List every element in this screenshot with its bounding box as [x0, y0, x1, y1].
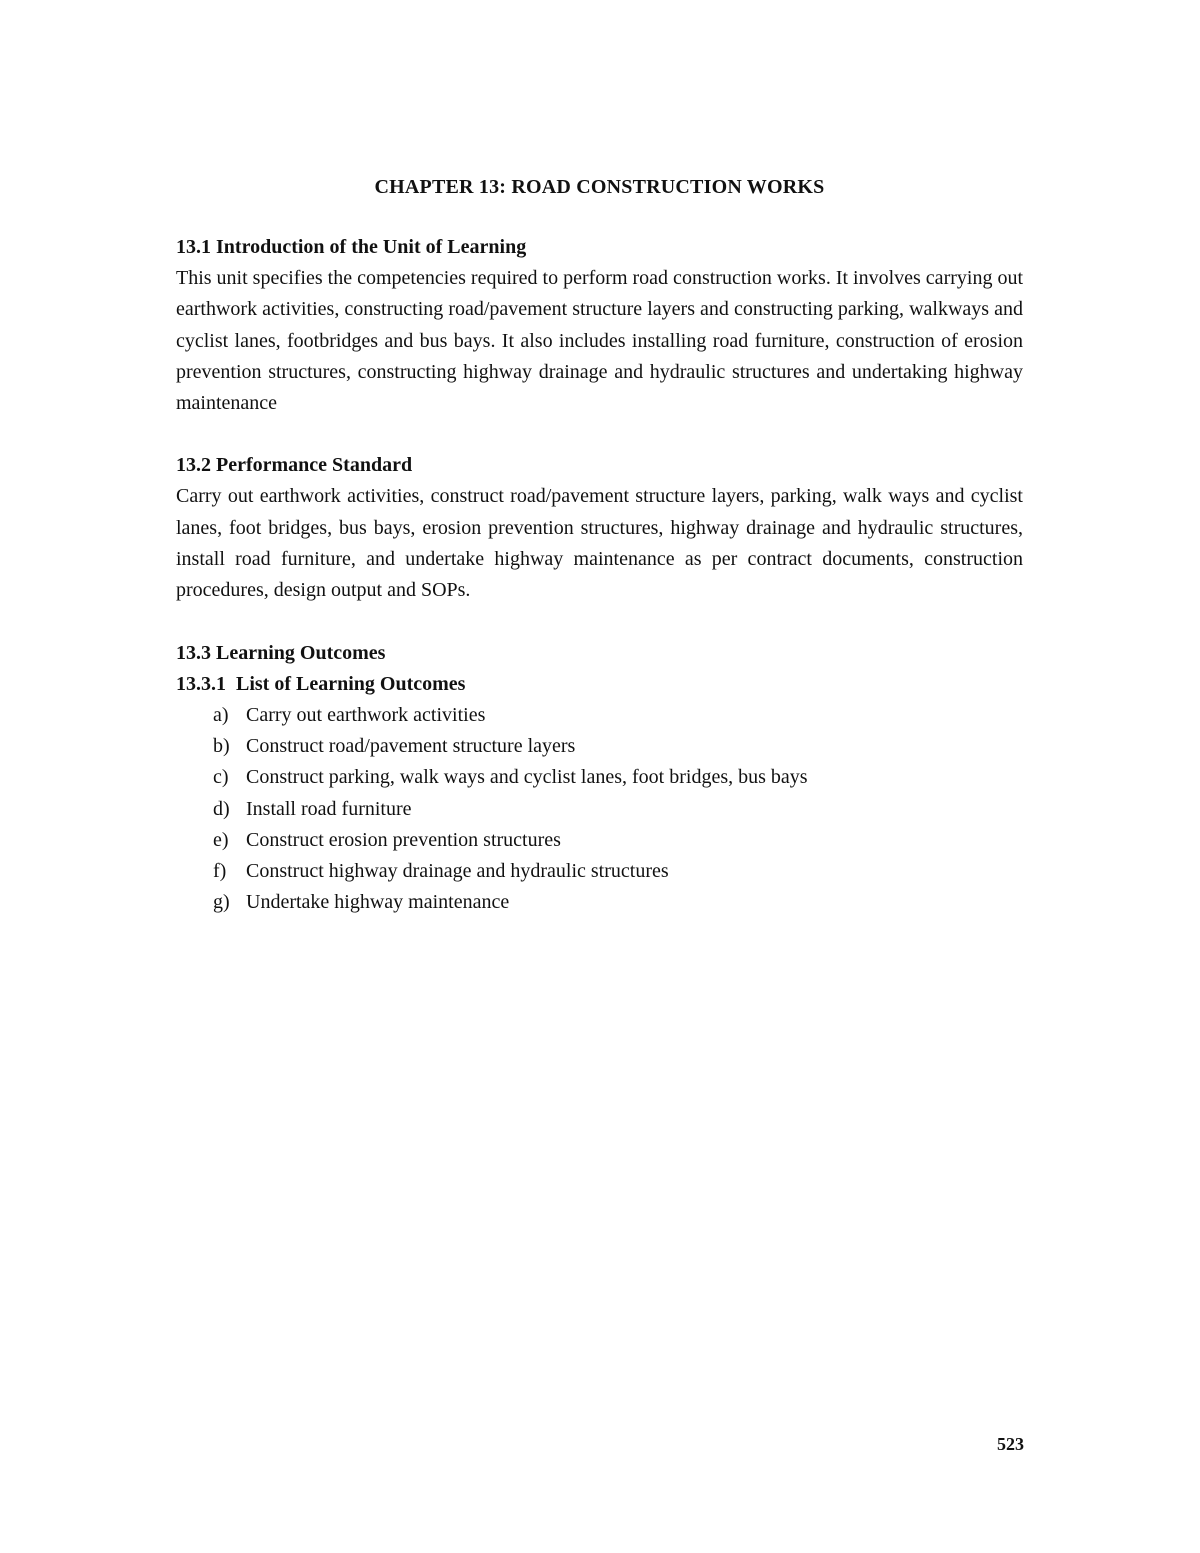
list-item-letter: g) [213, 891, 230, 914]
chapter-title: CHAPTER 13: ROAD CONSTRUCTION WORKS [374, 176, 825, 198]
subsection-heading-list-of-outcomes: 13.3.1 List of Learning Outcomes [176, 672, 466, 695]
list-item-letter: d) [213, 797, 230, 820]
list-item-letter: a) [213, 703, 229, 726]
list-item-text: Construct road/pavement structure layers [246, 734, 576, 757]
list-item-text: Construct parking, walk ways and cyclist lanes, foot bridges, bus bays [246, 766, 808, 789]
list-item [213, 825, 1023, 856]
section-heading-learning-outcomes: 13.3 Learning Outcomes [176, 641, 386, 664]
list-item-text: Install road furniture [246, 797, 412, 820]
section-text-performance-standard: Carry out earthwork activities, construct road/pavement structure layers, parking, walk ways and cyclist lanes, foot bridges, bus bays, erosion prevention structures, highway drainage and hydraulic structures, install road furniture, and undertake highway maintenance as per contract documents, construction procedures, design output and SOPs. [176, 485, 1023, 602]
list-item [213, 731, 1023, 762]
section-introduction [176, 232, 1023, 419]
list-item [213, 762, 1023, 793]
page-content [176, 172, 1023, 950]
list-item [213, 856, 1023, 887]
list-item-text: Construct erosion prevention structures [246, 828, 561, 851]
list-item [213, 794, 1023, 825]
page-number: 523 [997, 1434, 1024, 1454]
list-item [213, 887, 1023, 918]
list-item [213, 700, 1023, 731]
section-performance-standard [176, 450, 1023, 606]
list-item-letter: e) [213, 828, 229, 851]
list-item-text: Carry out earthwork activities [246, 703, 486, 726]
section-text-introduction: This unit specifies the competencies required to perform road construction works. It involves carrying out earthwork activities, constructing road/pavement structure layers and constructing parking, walkways and cyclist lanes, footbridges and bus bays. It also includes installing road furniture, construction of erosion prevention structures, constructing highway drainage and hydraulic structures and undertaking highway maintenance [176, 267, 1023, 415]
section-heading-introduction: 13.1 Introduction of the Unit of Learning [176, 236, 527, 258]
list-item-letter: b) [213, 734, 230, 757]
learning-outcomes-list [176, 700, 1023, 919]
list-item-letter: f) [213, 860, 227, 883]
list-item-letter: c) [213, 766, 229, 789]
list-item-text: Undertake highway maintenance [246, 891, 510, 914]
list-item-text: Construct highway drainage and hydraulic structures [246, 860, 669, 883]
section-heading-performance-standard: 13.2 Performance Standard [176, 454, 413, 477]
section-learning-outcomes [176, 638, 1023, 919]
